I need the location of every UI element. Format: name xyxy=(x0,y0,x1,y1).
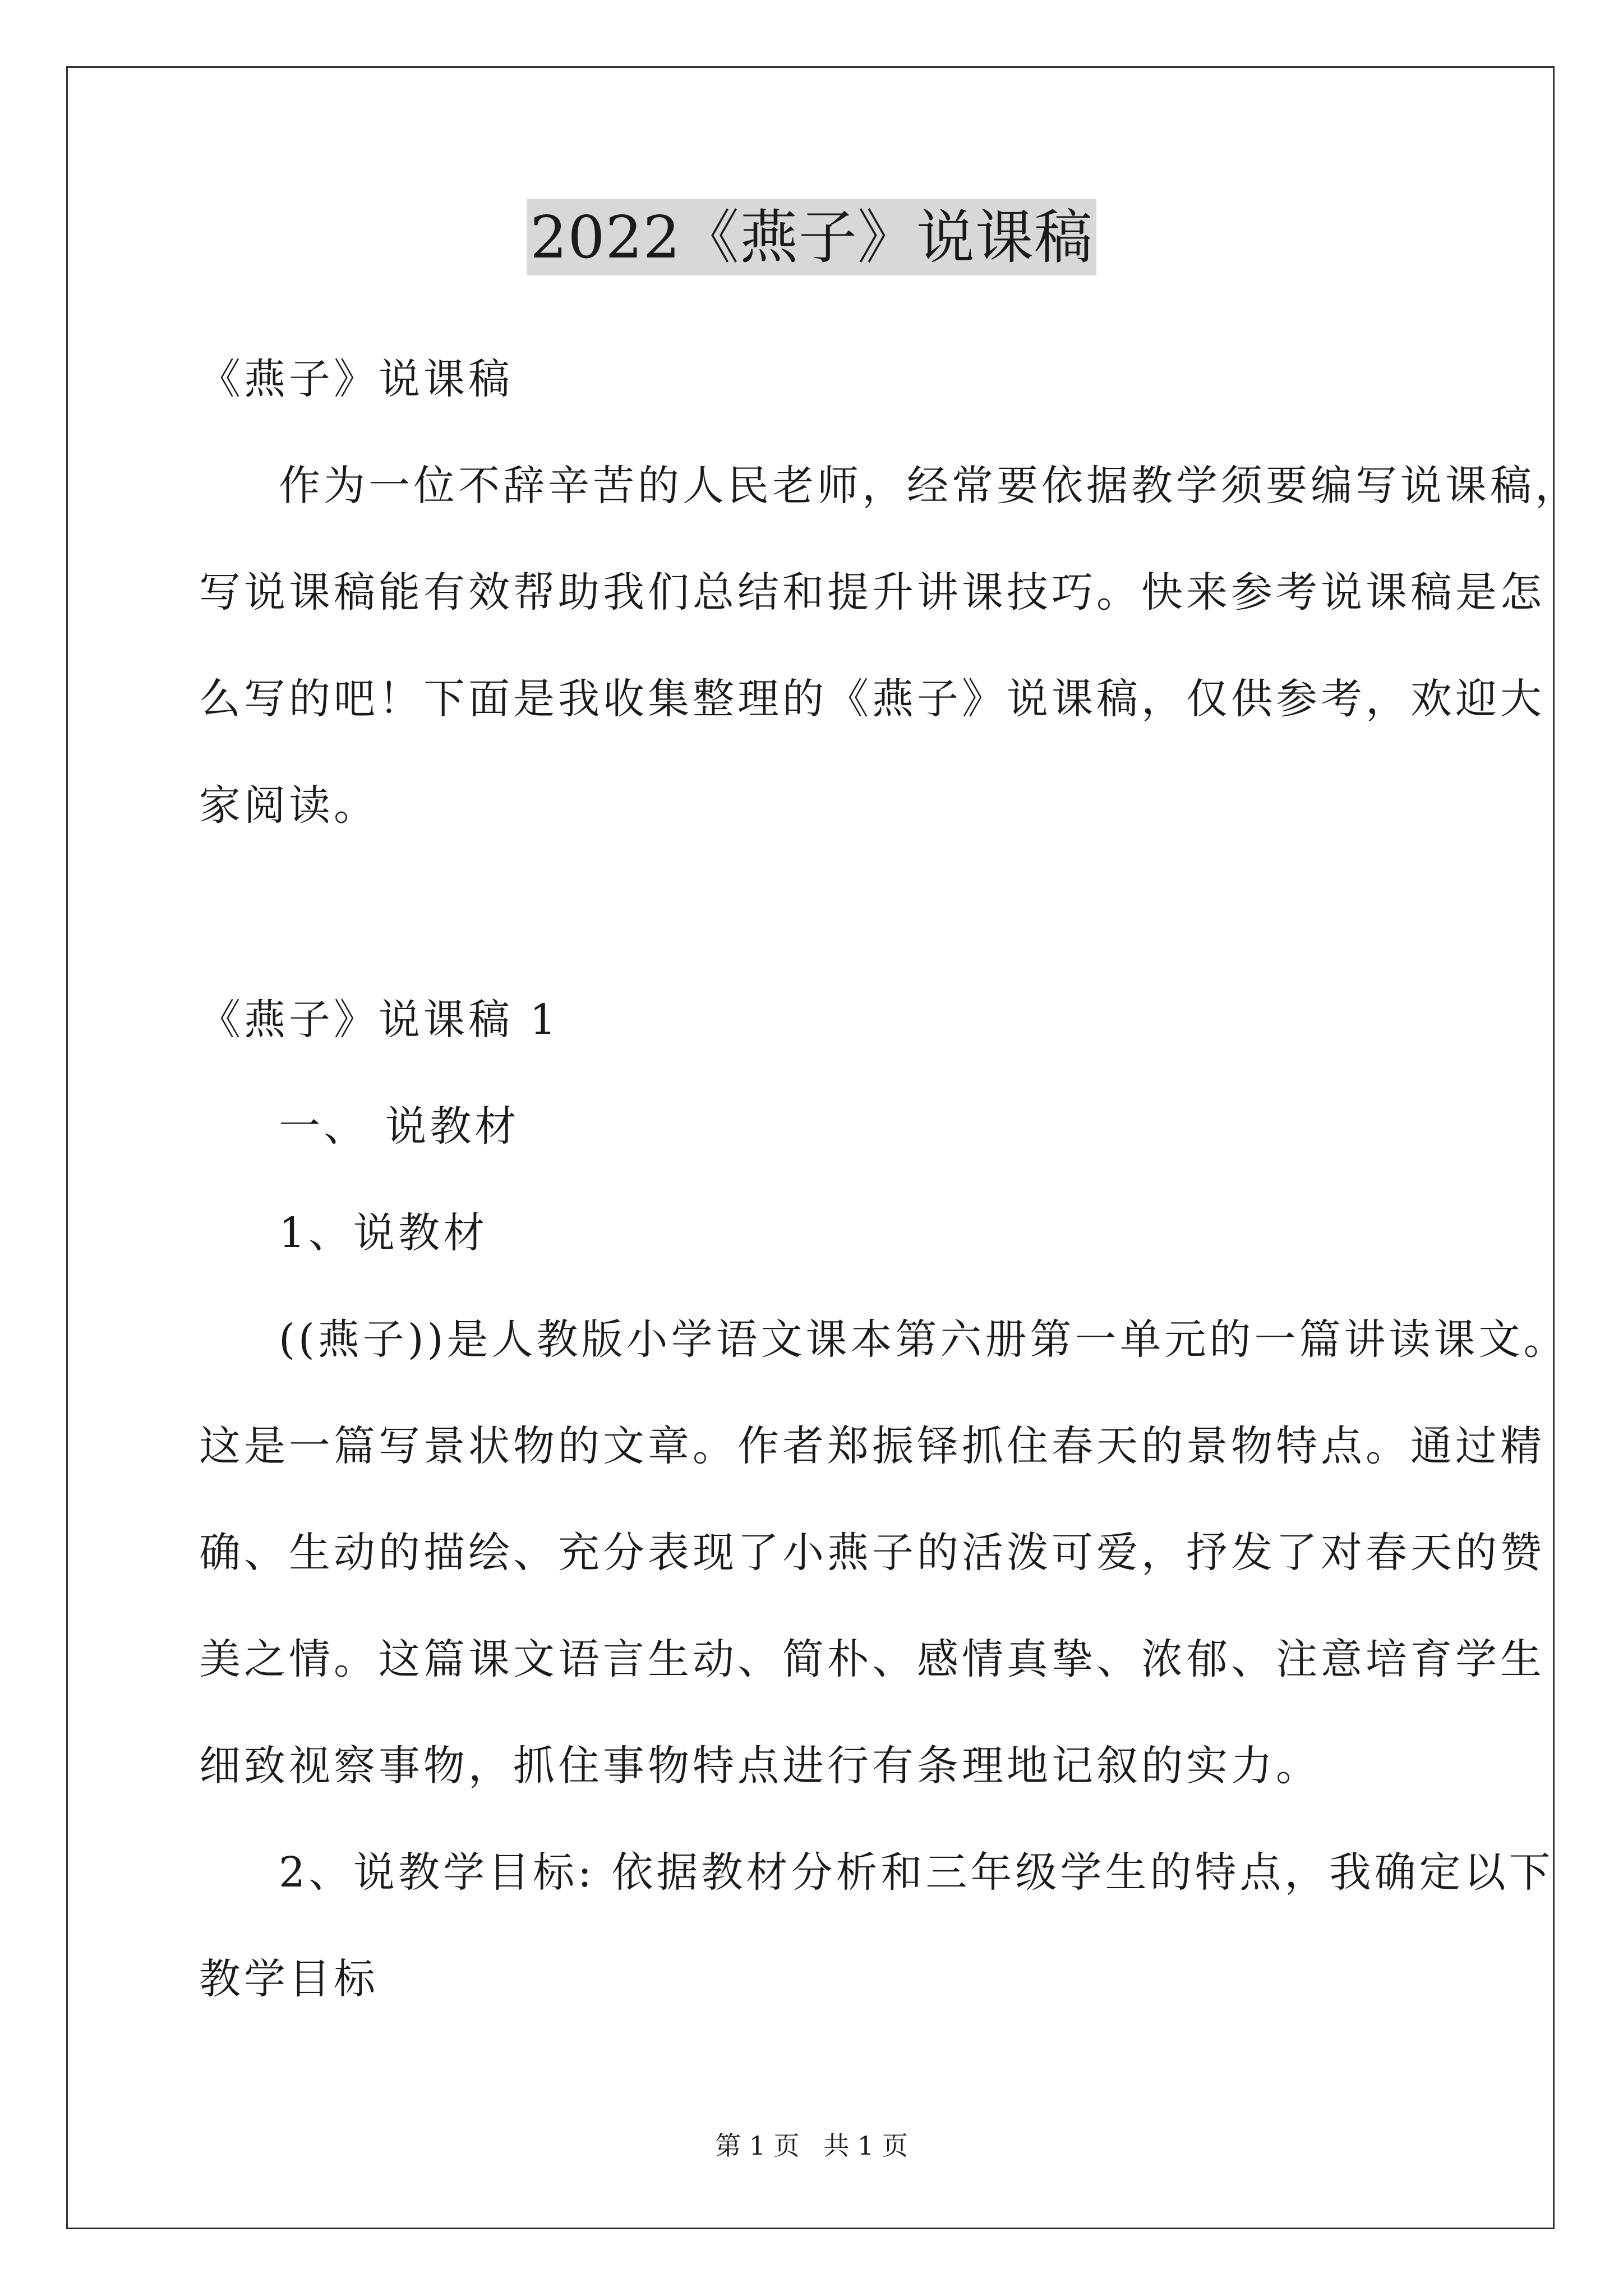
paragraph-line: 么写的吧！下面是我收集整理的《燕子》说课稿，仅供参考，欢迎大 xyxy=(199,675,1545,723)
paragraph-line: 美之情。这篇课文语言生动、简朴、感情真挚、浓郁、注意培育学生 xyxy=(199,1635,1545,1683)
paragraph-line: 写说课稿能有效帮助我们总结和提升讲课技巧。快来参考说课稿是怎 xyxy=(199,568,1545,616)
paragraph-line: 家阅读。 xyxy=(199,781,379,830)
subtitle-line: 《燕子》说课稿 xyxy=(199,355,513,403)
paragraph-line: 教学目标 xyxy=(199,1955,379,2003)
paragraph-line: 作为一位不辞辛苦的人民老师，经常要依据教学须要编写说课稿， xyxy=(279,462,1580,510)
paragraph-line: 2、说教学目标: 依据教材分析和三年级学生的特点，我确定以下 xyxy=(279,1848,1554,1897)
paragraph-line: ((燕子))是人教版小学语文课本第六册第一单元的一篇讲读课文。 xyxy=(279,1315,1569,1364)
section-heading: 《燕子》说课稿 1 xyxy=(199,996,560,1044)
section-heading: 一、 说教材 xyxy=(279,1102,520,1151)
paragraph-line: 确、生动的描绘、充分表现了小燕子的活泼可爱，抒发了对春天的赞 xyxy=(199,1529,1545,1577)
page-total: 共 1 页 xyxy=(823,2131,908,2161)
document-title: 2022《燕子》说课稿 xyxy=(527,199,1096,275)
paragraph-line: 这是一篇写景状物的文章。作者郑振铎抓住春天的景物特点。通过精 xyxy=(199,1422,1545,1470)
section-heading: 1、说教材 xyxy=(279,1209,488,1257)
page-number: 第 1 页 xyxy=(715,2131,800,2161)
page-footer xyxy=(0,2129,1623,2162)
paragraph-line: 细致视察事物，抓住事物特点进行有条理地记叙的实力。 xyxy=(199,1742,1321,1790)
title-container xyxy=(0,199,1623,275)
